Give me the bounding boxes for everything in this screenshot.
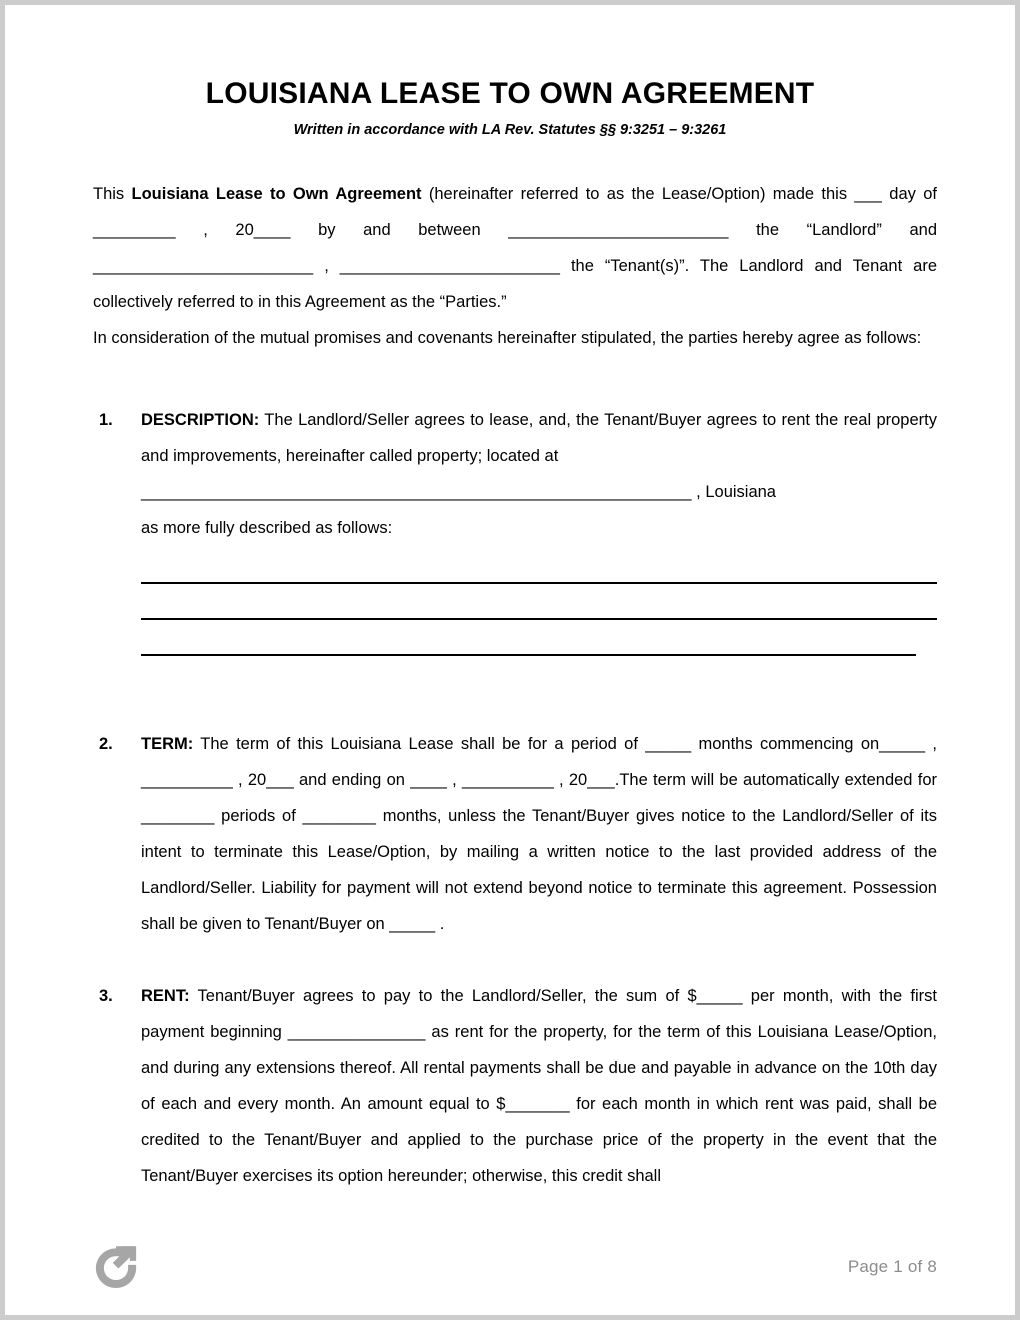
clause-heading: RENT: [141,987,190,1005]
write-in-rule [141,654,916,656]
page-number-label: Page 1 of 8 [847,1257,937,1276]
intro-lead-rest: (hereinafter referred to as the Lease/Option) made this ___ day of _________ , 20____ by and between ________________________ the “Landlord” and ________________________ , ________________________ the “Tenant(s)”. The Landlord and Tenant are collectively referred to in this Agreement as the “Parties.” [93,185,937,311]
address-state-suffix: , Louisiana [691,483,776,501]
page-footer [5,1237,1015,1297]
page-content [5,5,1015,1315]
property-description-write-in-lines [141,582,937,656]
clause-text [141,726,937,942]
clause-description-described-as: as more fully described as follows: [141,519,393,537]
clause-text [141,402,937,546]
page-title: LOUISIANA LEASE TO OWN AGREEMENT [205,77,815,110]
intro-paragraph [93,176,937,320]
clause-rent [93,978,937,1194]
blank-lines-spacer [141,546,937,582]
clause-spacer [93,942,937,978]
clause-description [93,402,937,656]
clause-description-address-line [141,474,937,510]
clause-heading: TERM: [141,735,194,753]
clause-description-body: The Landlord/Seller agrees to lease, and, the Tenant/Buyer agrees to rent the real property and improvements, hereinafter called property; located at [141,411,937,465]
intro-lead-prefix: This [93,185,132,203]
intro-agreement-name: Louisiana Lease to Own Agreement [131,185,422,203]
write-in-rule [141,582,937,584]
clause-spacer [93,690,937,726]
clause-number: 3. [99,987,113,1005]
clause-list [93,402,937,1194]
document-body [5,176,1015,1194]
document-subtitle: Written in accordance with LA Rev. Statutes §§ 9:3251 – 9:3261 [293,122,727,138]
write-in-rule [141,618,937,620]
clause-rent-body: Tenant/Buyer agrees to pay to the Landlord/Seller, the sum of $_____ per month, with the first payment beginning _______________ as rent for the property, for the term of this Louisiana Lease/Option, and during any extensions thereof. All rental payments shall be due and payable in advance on the 10th day of each and every month. An amount equal to $_______ for each month in which rent was paid, shall be credited to the Tenant/Buyer and applied to the purchase price of the property in the event that the Tenant/Buyer exercises its option hereunder; otherwise, this credit shall [141,987,937,1185]
intro-consideration-paragraph: In consideration of the mutual promises and covenants hereinafter stipulated, the parties hereby agree as follows: [93,329,922,347]
clause-text [141,978,937,1194]
clause-heading: DESCRIPTION: [141,411,260,429]
clause-term-body: The term of this Louisiana Lease shall be for a period of _____ months commencing on_____ , __________ , 20___ and ending on ____ , __________ , 20___.The term will be automatically extended for ________ periods of ________ months, unless the Tenant/Buyer gives notice to the Landlord/Seller of its intent to terminate this Lease/Option, by mailing a written notice to the last provided address of the Landlord/Seller. Liability for payment will not extend beyond notice to terminate this agreement. Possession shall be given to Tenant/Buyer on _____ . [141,735,937,933]
clause-term [93,726,937,942]
section-spacer [93,356,937,402]
eforms-circular-arrow-icon [93,1244,139,1290]
address-blank: ____________________________________________________________ [141,483,692,501]
clause-number: 1. [99,411,113,429]
clause-number: 2. [99,735,113,753]
